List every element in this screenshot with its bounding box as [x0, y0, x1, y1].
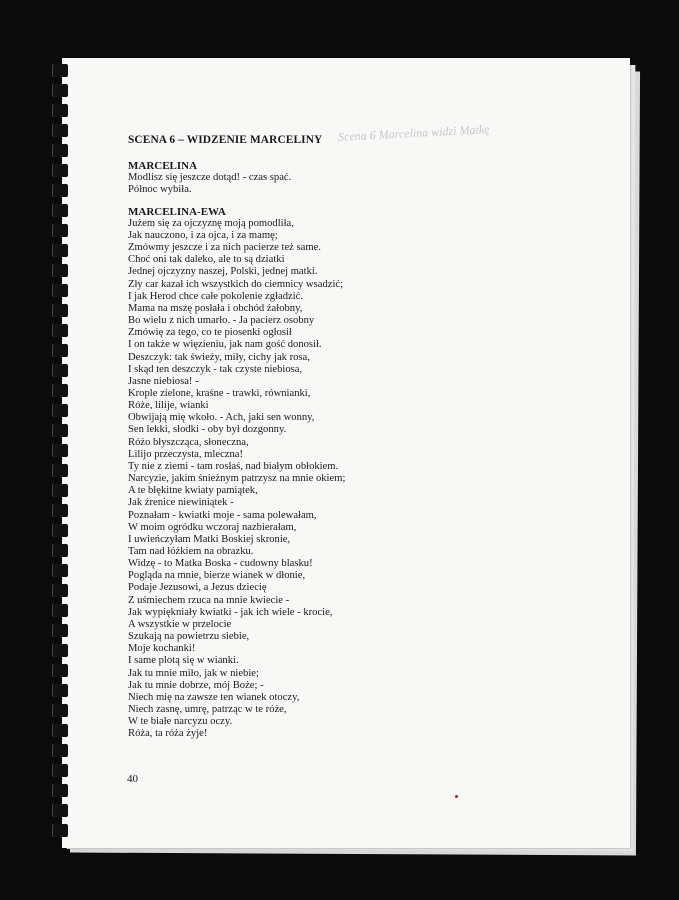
verse-line: Tam nad łóżkiem na obrazku. [128, 546, 254, 557]
binding-ring [52, 524, 68, 537]
verse-line: Jasne niebiosa! - [128, 375, 199, 387]
verse-line: Obwijają mię wkoło. - Ach, jaki sen wonny, [128, 412, 315, 424]
verse-line: I uwieńczyłam Matki Boskiej skronie, [128, 533, 291, 545]
binding-ring [52, 384, 68, 397]
binding-ring [52, 804, 68, 817]
verse-line: W te białe narcyzu oczy. [128, 716, 233, 728]
verse-line: Podaje Jezusowi, a Jezus dziecię [128, 582, 267, 594]
binding-ring [52, 604, 68, 617]
binding-ring [52, 644, 68, 657]
verse-line: Zły car kazał ich wszystkich do ciemnicy wsadzić; [128, 278, 344, 290]
binding-ring [52, 84, 68, 97]
binding-ring [52, 824, 68, 837]
verse-line: W moim ogródku wczoraj nazbierałam, [128, 521, 297, 533]
verse-line: Bo wielu z nich umarło. - Ja pacierz osobny [128, 315, 315, 327]
pencil-margin-note: Scena 6 Marcelina widzi Matkę [337, 122, 490, 144]
speaker-name: MARCELINA [128, 160, 198, 173]
binding-ring [52, 704, 68, 717]
verse-line: Pogląda na mnie, bierze wianek w dłonie, [128, 570, 306, 582]
verse-line: Mama na mszę posłała i obchód żałobny, [128, 302, 303, 314]
verse-line: Jak źrenice niewiniątek - [128, 497, 234, 509]
binding-ring [52, 364, 68, 377]
binding-ring [52, 64, 68, 77]
verse-line: Jak wypiękniały kwiatki - jak ich wiele - krocie, [128, 606, 333, 618]
binding-ring [52, 424, 68, 437]
binding-ring [52, 584, 68, 597]
verse-line: Krople zielone, kraśne - trawki, równianki, [128, 387, 311, 399]
dialogue-block [128, 160, 608, 196]
verse-line: Deszczyk: tak świeży, miły, cichy jak rosa, [128, 351, 310, 363]
binding-ring [52, 664, 68, 677]
scene-title: SCENA 6 – WIDZENIE MARCELINY [128, 134, 323, 146]
verse-line: A wszystkie w przelocie [128, 618, 232, 630]
verse-line: I on także w więzieniu, jak nam gość donosił. [128, 339, 322, 351]
binding-ring [52, 224, 68, 237]
verse-line: I same plotą się w wianki. [128, 655, 239, 667]
binding-ring [52, 464, 68, 477]
binding-ring [52, 304, 68, 317]
binding-ring [52, 784, 68, 797]
binding-ring [52, 724, 68, 737]
binding-ring [52, 104, 68, 117]
page-content [128, 134, 608, 750]
page-number: 40 [127, 773, 138, 785]
verse-line: Niech mię na zawsze ten wianek otoczy, [128, 691, 300, 703]
binding-ring [52, 764, 68, 777]
verse-line: Z uśmiechem rzuca na mnie kwiecie - [128, 594, 290, 606]
verse-line: Jak tu mnie miło, jak w niebie; [128, 667, 259, 679]
binding-ring [52, 684, 68, 697]
verse-line: Sen lekki, słodki - oby był dozgonny. [128, 424, 287, 436]
spiral-binding [52, 64, 68, 854]
verse-line: Lilijo przeczysta, mleczna! [128, 448, 244, 460]
verse-line: Różo błyszcząca, słoneczna, [128, 436, 249, 448]
dialogue-blocks [128, 160, 608, 740]
verse-line: Róże, lilije, wianki [128, 400, 209, 412]
verse-line: Ty nie z ziemi - tam rosłaś, nad białym obłokiem. [128, 460, 339, 472]
binding-ring [52, 624, 68, 637]
binding-ring [52, 204, 68, 217]
binding-ring [52, 404, 68, 417]
verse-line: Widzę - to Matka Boska - cudowny blasku! [128, 558, 313, 570]
verse-line: Choć oni tak daleko, ale to są dziatki [128, 254, 285, 266]
verse-line: Róża, ta róża żyje! [128, 728, 208, 740]
binding-ring [52, 164, 68, 177]
verse-line: Szukają na powietrzu siebie, [128, 631, 250, 643]
verse-line: Jak tu mnie dobrze, mój Boże; - [128, 679, 264, 691]
binding-ring [52, 344, 68, 357]
binding-ring [52, 284, 68, 297]
binding-ring [52, 144, 68, 157]
binding-ring [52, 124, 68, 137]
verse-line: Zmówię za tego, co te piosenki ogłosił [128, 327, 292, 339]
binding-ring [52, 564, 68, 577]
verse-line: Modlisz się jeszcze dotąd! - czas spać. [128, 172, 292, 184]
binding-ring [52, 244, 68, 257]
binding-ring [52, 504, 68, 517]
binding-ring [52, 444, 68, 457]
binding-ring [52, 324, 68, 337]
verse-line: Jużem się za ojczyznę moją pomodliła, [128, 217, 294, 229]
verse-line: Niech zasnę, umrę, patrząc w te róże, [128, 704, 287, 716]
verse-line: Moje kochanki! [128, 643, 196, 655]
binding-ring [52, 184, 68, 197]
verse-line: I skąd ten deszczyk - tak czyste niebiosa, [128, 363, 303, 375]
verse-line: I jak Herod chce całe pokolenie zgładzić. [128, 290, 303, 302]
ink-speck [455, 795, 458, 798]
verse-line: Północ wybiła. [128, 184, 192, 196]
verse-line: Zmówmy jeszcze i za nich pacierze też same. [128, 242, 321, 254]
verse-line: A te błękitne kwiaty pamiątek, [128, 485, 258, 497]
binding-ring [52, 544, 68, 557]
speaker-name: MARCELINA-EWA [128, 205, 226, 218]
binding-ring [52, 744, 68, 757]
verse-line: Poznałam - kwiatki moje - sama polewałam, [128, 509, 317, 521]
binding-ring [52, 484, 68, 497]
verse-line: Jak nauczono, i za ojca, i za mamę; [128, 229, 278, 241]
verse-line: Narcyzie, jakim śnieżnym patrzysz na mnie okiem; [128, 473, 346, 485]
verse-line: Jednej ojczyzny naszej, Polski, jednej matki. [128, 266, 318, 278]
binding-ring [52, 264, 68, 277]
dialogue-block [128, 206, 608, 741]
